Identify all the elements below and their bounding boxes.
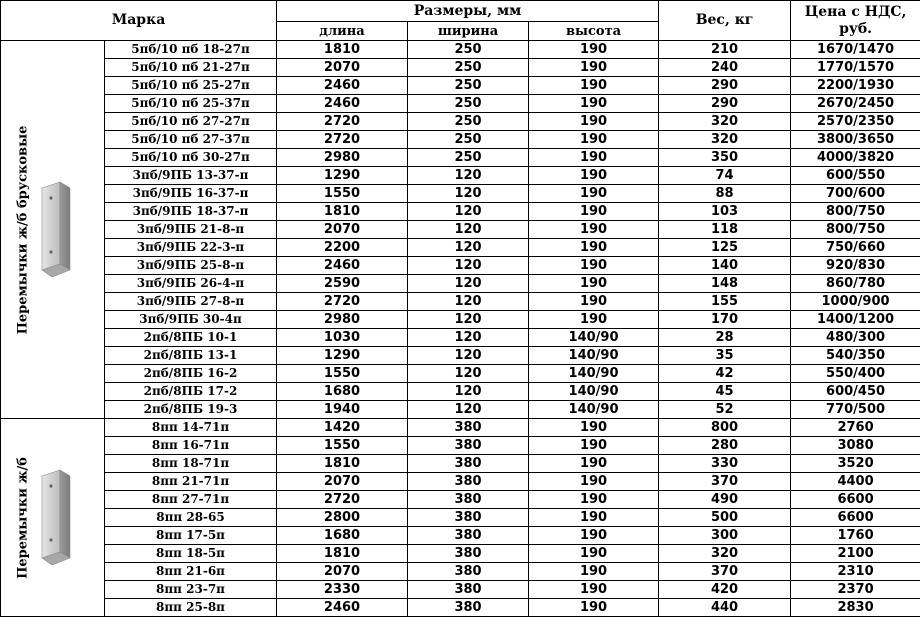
width-cell: 120 [408,293,529,311]
width-cell: 380 [408,545,529,563]
mark-cell: 3пб/9ПБ 25-8-п [105,257,277,275]
height-cell: 190 [529,203,659,221]
price-cell: 750/660 [791,239,920,257]
height-cell: 190 [529,509,659,527]
width-cell: 380 [408,419,529,437]
price-header-line1: Цена с НДС, [804,3,907,20]
length-cell: 2460 [277,257,408,275]
beam-icon [36,180,76,280]
mark-cell: 5пб/10 пб 27-37п [105,131,277,149]
mark-cell: 3пб/9ПБ 30-4п [105,311,277,329]
price-cell: 800/750 [791,203,920,221]
weight-cell: 103 [659,203,791,221]
width-cell: 250 [408,41,529,59]
table-row [1,347,920,365]
mark-cell: 8пп 16-71п [105,437,277,455]
length-cell: 2200 [277,239,408,257]
height-cell: 190 [529,275,659,293]
price-cell: 920/830 [791,257,920,275]
price-cell: 600/550 [791,167,920,185]
height-cell: 190 [529,239,659,257]
price-cell: 3080 [791,437,920,455]
mark-cell: 2пб/8ПБ 13-1 [105,347,277,365]
price-cell: 2100 [791,545,920,563]
height-cell: 140/90 [529,347,659,365]
table-row [1,59,920,77]
price-cell: 2370 [791,581,920,599]
length-cell: 1680 [277,383,408,401]
price-cell: 540/350 [791,347,920,365]
height-cell: 140/90 [529,383,659,401]
height-cell: 190 [529,473,659,491]
length-cell: 1810 [277,545,408,563]
height-cell: 190 [529,581,659,599]
width-cell: 120 [408,257,529,275]
weight-cell: 35 [659,347,791,365]
height-cell: 190 [529,545,659,563]
width-cell: 120 [408,347,529,365]
price-cell: 860/780 [791,275,920,293]
mark-cell: 5пб/10 пб 25-27п [105,77,277,95]
price-header-line2: руб. [839,20,873,37]
height-cell: 190 [529,311,659,329]
length-cell: 1810 [277,203,408,221]
height-cell: 190 [529,167,659,185]
table-row [1,581,920,599]
height-cell: 190 [529,527,659,545]
weight-cell: 320 [659,113,791,131]
mark-cell: 5пб/10 пб 27-27п [105,113,277,131]
length-cell: 1680 [277,527,408,545]
price-header [791,1,920,41]
price-cell: 2760 [791,419,920,437]
group-label: Перемычки ж/б [15,456,31,579]
price-cell: 6600 [791,491,920,509]
width-header: ширина [408,22,529,41]
length-cell: 2590 [277,275,408,293]
mark-cell: 8пп 18-71п [105,455,277,473]
weight-cell: 440 [659,599,791,617]
height-header: высота [529,22,659,41]
length-cell: 2720 [277,113,408,131]
width-cell: 380 [408,455,529,473]
height-cell: 190 [529,455,659,473]
mark-cell: 8пп 17-5п [105,527,277,545]
width-cell: 120 [408,383,529,401]
group-inner [1,41,104,418]
height-cell: 190 [529,599,659,617]
table-row [1,167,920,185]
table-row [1,455,920,473]
length-cell: 1810 [277,41,408,59]
mark-cell: 3пб/9ПБ 18-37-п [105,203,277,221]
width-cell: 380 [408,437,529,455]
price-cell: 2830 [791,599,920,617]
price-cell: 600/450 [791,383,920,401]
price-cell: 4400 [791,473,920,491]
price-cell: 770/500 [791,401,920,419]
width-cell: 250 [408,95,529,113]
table-row [1,41,920,59]
table-row [1,113,920,131]
price-cell: 800/750 [791,221,920,239]
length-cell: 1030 [277,329,408,347]
width-cell: 380 [408,491,529,509]
price-cell: 3520 [791,455,920,473]
mark-header: Марка [1,1,277,41]
width-cell: 250 [408,131,529,149]
length-cell: 1290 [277,347,408,365]
length-cell: 2980 [277,149,408,167]
height-cell: 190 [529,491,659,509]
height-cell: 190 [529,95,659,113]
price-cell: 2200/1930 [791,77,920,95]
weight-cell: 490 [659,491,791,509]
table-row [1,329,920,347]
length-cell: 1290 [277,167,408,185]
weight-cell: 420 [659,581,791,599]
header-row [1,1,920,22]
mark-cell: 2пб/8ПБ 10-1 [105,329,277,347]
width-cell: 250 [408,59,529,77]
width-cell: 120 [408,401,529,419]
width-cell: 250 [408,149,529,167]
table-row [1,131,920,149]
width-cell: 380 [408,599,529,617]
price-cell: 2670/2450 [791,95,920,113]
mark-cell: 2пб/8ПБ 16-2 [105,365,277,383]
price-cell: 2310 [791,563,920,581]
weight-cell: 42 [659,365,791,383]
price-table-body [1,41,920,617]
table-row [1,365,920,383]
height-cell: 190 [529,221,659,239]
height-cell: 140/90 [529,365,659,383]
group-label: Перемычки ж/б брусковые [15,125,31,334]
height-cell: 190 [529,257,659,275]
width-cell: 120 [408,311,529,329]
width-cell: 380 [408,581,529,599]
length-cell: 1940 [277,401,408,419]
width-cell: 120 [408,365,529,383]
weight-cell: 500 [659,509,791,527]
price-cell: 4000/3820 [791,149,920,167]
table-row [1,563,920,581]
sizes-header: Размеры, мм [277,1,659,22]
mark-cell: 3пб/9ПБ 26-4-п [105,275,277,293]
price-cell: 700/600 [791,185,920,203]
mark-cell: 8пп 18-5п [105,545,277,563]
length-cell: 1550 [277,365,408,383]
width-cell: 120 [408,329,529,347]
price-cell: 1670/1470 [791,41,920,59]
weight-cell: 210 [659,41,791,59]
height-cell: 190 [529,77,659,95]
beam-icon [36,468,76,568]
group-label-cell [1,41,105,419]
weight-cell: 155 [659,293,791,311]
weight-cell: 280 [659,437,791,455]
weight-cell: 370 [659,473,791,491]
weight-cell: 140 [659,257,791,275]
table-row [1,437,920,455]
height-cell: 190 [529,185,659,203]
mark-cell: 3пб/9ПБ 16-37-п [105,185,277,203]
table-row [1,311,920,329]
width-cell: 380 [408,527,529,545]
mark-cell: 5пб/10 пб 18-27п [105,41,277,59]
table-row [1,149,920,167]
height-cell: 190 [529,419,659,437]
length-cell: 2460 [277,599,408,617]
table-row [1,77,920,95]
mark-cell: 5пб/10 пб 21-27п [105,59,277,77]
table-row [1,401,920,419]
table-row [1,383,920,401]
weight-cell: 320 [659,131,791,149]
weight-cell: 290 [659,95,791,113]
mark-cell: 3пб/9ПБ 13-37-п [105,167,277,185]
weight-cell: 330 [659,455,791,473]
table-row [1,239,920,257]
height-cell: 190 [529,131,659,149]
height-cell: 190 [529,41,659,59]
mark-cell: 8пп 27-71п [105,491,277,509]
table-row [1,473,920,491]
length-cell: 2720 [277,491,408,509]
group-inner [1,419,104,616]
mark-cell: 8пп 25-8п [105,599,277,617]
length-cell: 1550 [277,437,408,455]
mark-cell: 3пб/9ПБ 22-3-п [105,239,277,257]
table-row [1,419,920,437]
weight-cell: 28 [659,329,791,347]
width-cell: 380 [408,473,529,491]
weight-cell: 88 [659,185,791,203]
length-cell: 2980 [277,311,408,329]
table-row [1,221,920,239]
height-cell: 190 [529,563,659,581]
weight-cell: 125 [659,239,791,257]
length-cell: 2070 [277,563,408,581]
weight-cell: 74 [659,167,791,185]
length-cell: 2070 [277,59,408,77]
length-cell: 2330 [277,581,408,599]
weight-cell: 800 [659,419,791,437]
weight-cell: 370 [659,563,791,581]
price-cell: 6600 [791,509,920,527]
weight-cell: 300 [659,527,791,545]
length-cell: 1550 [277,185,408,203]
weight-cell: 350 [659,149,791,167]
mark-cell: 8пп 21-71п [105,473,277,491]
mark-cell: 5пб/10 пб 25-37п [105,95,277,113]
width-cell: 120 [408,275,529,293]
table-row [1,185,920,203]
price-cell: 1000/900 [791,293,920,311]
weight-cell: 148 [659,275,791,293]
height-cell: 190 [529,437,659,455]
weight-cell: 290 [659,77,791,95]
width-cell: 250 [408,113,529,131]
group-label-cell [1,419,105,617]
table-row [1,293,920,311]
mark-cell: 8пп 14-71п [105,419,277,437]
price-cell: 1400/1200 [791,311,920,329]
width-cell: 120 [408,185,529,203]
length-cell: 2070 [277,473,408,491]
width-cell: 120 [408,239,529,257]
height-cell: 190 [529,293,659,311]
length-cell: 2720 [277,131,408,149]
length-cell: 2460 [277,95,408,113]
table-row [1,203,920,221]
weight-cell: 52 [659,401,791,419]
height-cell: 190 [529,59,659,77]
table-row [1,95,920,113]
length-cell: 1810 [277,455,408,473]
mark-cell: 8пп 23-7п [105,581,277,599]
mark-cell: 8пп 28-65 [105,509,277,527]
width-cell: 120 [408,203,529,221]
width-cell: 120 [408,167,529,185]
weight-cell: 118 [659,221,791,239]
width-cell: 120 [408,221,529,239]
table-row [1,599,920,617]
mark-cell: 5пб/10 пб 30-27п [105,149,277,167]
weight-cell: 240 [659,59,791,77]
table-row [1,545,920,563]
table-row [1,527,920,545]
price-cell: 1760 [791,527,920,545]
height-cell: 190 [529,149,659,167]
length-cell: 2070 [277,221,408,239]
weight-cell: 170 [659,311,791,329]
height-cell: 140/90 [529,401,659,419]
mark-cell: 3пб/9ПБ 27-8-п [105,293,277,311]
length-cell: 1420 [277,419,408,437]
mark-cell: 2пб/8ПБ 17-2 [105,383,277,401]
price-cell: 2570/2350 [791,113,920,131]
price-cell: 550/400 [791,365,920,383]
price-cell: 480/300 [791,329,920,347]
width-cell: 380 [408,509,529,527]
length-cell: 2800 [277,509,408,527]
price-cell: 1770/1570 [791,59,920,77]
width-cell: 250 [408,77,529,95]
table-row [1,509,920,527]
weight-cell: 45 [659,383,791,401]
weight-cell: 320 [659,545,791,563]
table-row [1,275,920,293]
height-cell: 190 [529,113,659,131]
length-header: длина [277,22,408,41]
height-cell: 140/90 [529,329,659,347]
mark-cell: 8пп 21-6п [105,563,277,581]
weight-header: Вес, кг [659,1,791,41]
table-row [1,257,920,275]
length-cell: 2720 [277,293,408,311]
table-row [1,491,920,509]
mark-cell: 3пб/9ПБ 21-8-п [105,221,277,239]
price-cell: 3800/3650 [791,131,920,149]
mark-cell: 2пб/8ПБ 19-3 [105,401,277,419]
length-cell: 2460 [277,77,408,95]
width-cell: 380 [408,563,529,581]
